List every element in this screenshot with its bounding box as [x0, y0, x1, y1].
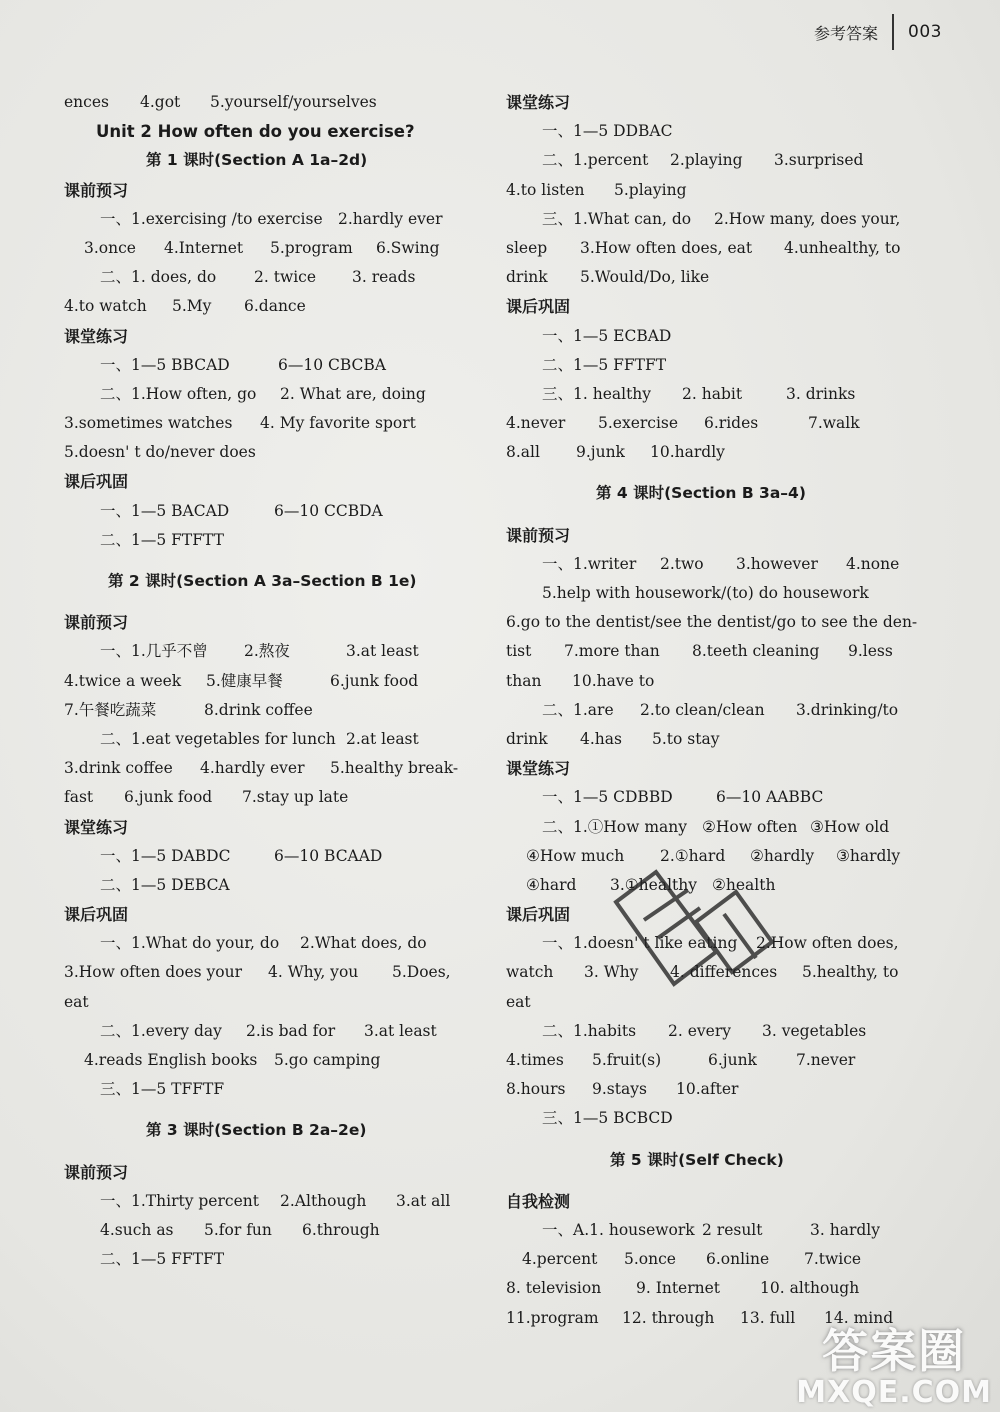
answer-line — [506, 871, 936, 900]
answer-item: 一、1—5 BACAD — [100, 501, 230, 520]
answer-item: 2.playing — [670, 151, 743, 170]
answer-item: watch — [506, 963, 554, 982]
answer-item: 7.stay up late — [242, 788, 349, 807]
answer-line — [506, 146, 936, 175]
answer-line — [64, 754, 494, 783]
answer-item: 2. every — [668, 1021, 731, 1040]
answer-item: 5.to stay — [652, 729, 720, 748]
answer-item: 4. differences — [670, 963, 778, 982]
answer-item: 自我检测 — [506, 1191, 571, 1211]
answer-item: 5.go camping — [274, 1051, 381, 1069]
answer-item: ④How much — [526, 846, 625, 865]
section-heading — [506, 900, 936, 929]
answer-item: ②health — [712, 875, 776, 894]
answer-item: 8. television — [506, 1279, 602, 1298]
answer-item: 二、1.①How many — [542, 817, 688, 836]
answer-line — [64, 667, 494, 696]
answer-line — [64, 871, 494, 900]
answer-item: 二、1.How often, go — [100, 384, 257, 403]
answer-item: 课前预习 — [64, 1162, 129, 1182]
section-heading — [64, 608, 494, 637]
answer-item: 4.never — [506, 414, 566, 433]
answer-item: 三、1—5 TFFTF — [100, 1080, 225, 1099]
answer-item: 一、1.几乎不曾 — [100, 642, 208, 661]
answer-item: ②hardly — [750, 846, 815, 865]
answer-item: 10.after — [676, 1080, 739, 1099]
section-heading — [64, 176, 494, 205]
answer-item: 2.How often does, — [756, 934, 899, 953]
answer-item: 5.doesn' t do/never does — [64, 443, 256, 462]
answer-item: 5.once — [624, 1250, 676, 1269]
answer-item: 8.drink coffee — [204, 700, 313, 719]
answer-line — [506, 380, 936, 409]
answer-item: ences — [64, 93, 109, 111]
answer-item: 二、1—5 DEBCA — [100, 875, 230, 894]
answer-item: 4.such as — [100, 1220, 174, 1239]
spacer — [506, 467, 936, 479]
header-title: 参考答案 — [814, 23, 879, 43]
answer-line — [506, 842, 936, 871]
answer-item: 2.What does, do — [300, 934, 427, 953]
answer-item: 3.①healthy — [610, 875, 698, 894]
answer-line — [506, 117, 936, 146]
answer-item: 2.at least — [346, 729, 419, 748]
answer-item: 2. habit — [682, 384, 743, 403]
section-heading — [506, 754, 936, 783]
answer-item: 6.junk food — [330, 671, 419, 690]
answer-item: 课前预习 — [64, 613, 129, 633]
section-heading — [64, 1158, 494, 1187]
answer-line — [506, 813, 936, 842]
answer-item: ③How old — [810, 817, 890, 836]
answer-item: 7.walk — [808, 414, 860, 433]
answer-item: 第 5 课时(Self Check) — [610, 1150, 784, 1169]
answer-item: 一、1—5 ECBAD — [542, 326, 672, 345]
answer-item: 4.percent — [522, 1250, 598, 1269]
answer-item: 8.hours — [506, 1080, 566, 1099]
answer-item: 3.surprised — [774, 151, 864, 170]
answer-item: eat — [506, 992, 531, 1011]
answer-item: 一、1—5 BBCAD — [100, 355, 230, 374]
answer-item: 二、1.habits — [542, 1021, 637, 1040]
answer-line — [64, 696, 494, 725]
answer-item: 4.to watch — [64, 297, 147, 316]
answer-line — [506, 1216, 936, 1245]
answer-line — [506, 176, 936, 205]
answer-item: 6.Swing — [376, 238, 440, 257]
answer-item: 5.playing — [614, 180, 687, 199]
answer-line — [506, 351, 936, 380]
answer-item: 5.Does, — [392, 963, 451, 982]
watermark-logo-text: 答案圈 — [822, 1324, 967, 1378]
answer-line — [64, 637, 494, 666]
answer-item: 6—10 BCAAD — [274, 846, 383, 865]
answer-item: ②How often — [702, 817, 798, 836]
answer-line — [506, 263, 936, 292]
answer-item: 4. Why, you — [268, 963, 359, 982]
answer-item: 三、1—5 BCBCD — [542, 1109, 673, 1128]
answer-item: 12. through — [622, 1308, 715, 1327]
answer-line — [64, 438, 494, 467]
answer-line — [506, 550, 936, 579]
answer-item: 6.go to the dentist/see the dentist/go to see the den- — [506, 613, 918, 632]
answer-line — [64, 1046, 494, 1075]
answer-line — [64, 842, 494, 871]
answer-item: drink — [506, 729, 548, 748]
answer-item: 4.reads English books — [84, 1051, 258, 1069]
answer-item: 3. reads — [352, 268, 416, 287]
answer-item: 一、1.Thirty percent — [100, 1191, 259, 1210]
right-column — [506, 88, 936, 1333]
answer-item: eat — [64, 992, 89, 1011]
answer-item: 3.at least — [364, 1021, 437, 1040]
answer-item: 5.healthy, to — [802, 963, 899, 982]
answer-item: tist — [506, 642, 532, 661]
answer-item: 课后巩固 — [64, 905, 129, 925]
answer-line — [64, 1216, 494, 1245]
answer-line — [64, 929, 494, 958]
answer-item: 7.twice — [804, 1250, 862, 1269]
answer-item: 4.Internet — [164, 238, 244, 257]
watermark-site-text: MXQE.COM — [796, 1375, 992, 1410]
answer-item: 10.have to — [572, 671, 655, 690]
answer-item: 9. Internet — [636, 1279, 721, 1298]
answer-item: 3.once — [84, 238, 136, 257]
answer-item: 5.for fun — [204, 1220, 272, 1239]
answer-item: 一、1—5 DABDC — [100, 846, 231, 865]
answer-item: 6—10 CCBDA — [274, 501, 383, 520]
answer-item: 10.hardly — [650, 443, 725, 462]
answer-item: 10. although — [760, 1279, 860, 1298]
answer-item: 2.is bad for — [246, 1021, 336, 1040]
answer-item: 二、1.are — [542, 700, 614, 719]
answer-item: 4.none — [846, 554, 900, 573]
answer-line — [64, 409, 494, 438]
answer-item: 5.yourself/yourselves — [210, 93, 377, 111]
section-heading — [506, 88, 936, 117]
lesson-heading — [64, 1116, 494, 1145]
answer-item: 二、1.every day — [100, 1021, 222, 1040]
answer-item: 一、A.1. housework — [542, 1220, 695, 1239]
answer-item: 二、1—5 FFTFT — [100, 1250, 225, 1269]
answer-line — [506, 322, 936, 351]
answer-item: 9.junk — [576, 443, 625, 462]
answer-item: 9.less — [848, 642, 893, 661]
answer-item: 3.at least — [346, 642, 419, 661]
answer-item: ③hardly — [836, 846, 901, 865]
page-header — [814, 14, 942, 50]
answer-line — [506, 1274, 936, 1303]
answer-line — [64, 958, 494, 987]
answer-item: 第 4 课时(Section B 3a–4) — [596, 484, 806, 503]
answer-item: 2.hardly ever — [338, 209, 443, 228]
lesson-heading — [64, 146, 494, 175]
answer-item: sleep — [506, 238, 548, 257]
answer-item: 2.①hard — [660, 846, 726, 865]
answer-line — [64, 1187, 494, 1216]
answer-item: 课后巩固 — [64, 472, 129, 492]
answer-item: 2.How many, does your, — [714, 209, 901, 228]
answer-item: 5.help with housework/(to) do housework — [542, 584, 869, 602]
spacer — [506, 509, 936, 521]
answer-item: 3. vegetables — [762, 1021, 867, 1040]
answer-line — [506, 1075, 936, 1104]
answer-item: 2. twice — [254, 268, 317, 287]
answer-line — [64, 1245, 494, 1274]
answer-item: 3.drinking/to — [796, 700, 899, 719]
answer-item: 一、1—5 DDBAC — [542, 122, 673, 141]
answer-item: 5.exercise — [598, 414, 679, 433]
answer-item: 14. mind — [824, 1308, 894, 1327]
section-heading — [506, 1187, 936, 1216]
answer-item: 一、1.exercising /to exercise — [100, 209, 323, 228]
answer-item: 第 3 课时(Section B 2a–2e) — [146, 1121, 367, 1140]
answer-item: 一、1.writer — [542, 554, 637, 573]
section-heading — [506, 521, 936, 550]
spacer — [506, 1134, 936, 1146]
answer-line — [64, 497, 494, 526]
answer-item: 4.got — [140, 93, 181, 111]
answer-line — [506, 667, 936, 696]
answer-item: 5.Would/Do, like — [580, 268, 710, 287]
answer-line — [506, 579, 936, 608]
answer-item: 2.to clean/clean — [640, 700, 765, 719]
answer-item: 4. My favorite sport — [260, 414, 416, 433]
answer-item: 第 1 课时(Section A 1a–2d) — [146, 151, 368, 170]
answer-item: 8.all — [506, 443, 540, 462]
answer-item: 13. full — [740, 1308, 796, 1327]
answer-item: 课前预习 — [64, 180, 129, 200]
answer-line — [64, 725, 494, 754]
answer-line — [506, 988, 936, 1017]
answer-line — [64, 234, 494, 263]
answer-line — [506, 1017, 936, 1046]
answer-item: 5.program — [270, 238, 353, 257]
answer-item: 3. hardly — [810, 1220, 880, 1239]
answer-item: ④hard — [526, 875, 577, 894]
answer-line — [506, 608, 936, 637]
answer-item: Unit 2 How often do you exercise? — [96, 122, 415, 142]
answer-item: 4.hardly ever — [200, 759, 305, 778]
answer-item: 一、1.doesn' t like eating — [542, 934, 738, 953]
answer-item: 4.twice a week — [64, 671, 182, 690]
answer-line — [506, 958, 936, 987]
answer-line — [64, 526, 494, 555]
answer-line — [64, 783, 494, 812]
answer-line — [506, 783, 936, 812]
answer-item: 二、1—5 FFTFT — [542, 355, 667, 374]
answer-item: 5.healthy break- — [330, 759, 459, 778]
answer-item: 二、1. does, do — [100, 268, 217, 287]
answer-item: 3.sometimes watches — [64, 414, 233, 433]
answer-line — [506, 438, 936, 467]
answer-item: 6.junk food — [124, 788, 213, 807]
answer-item: 一、1.What do your, do — [100, 934, 280, 953]
answer-line — [506, 1104, 936, 1133]
answer-item: 5.My — [172, 297, 212, 316]
answer-item: fast — [64, 788, 94, 807]
spacer — [64, 1146, 494, 1158]
section-heading — [64, 813, 494, 842]
answer-item: 二、1—5 FTFTT — [100, 530, 224, 549]
answer-item: 5.fruit(s) — [592, 1051, 662, 1069]
answer-item: 二、1.eat vegetables for lunch — [100, 729, 336, 748]
answer-item: 6.rides — [704, 414, 759, 433]
answer-line — [506, 725, 936, 754]
answer-item: 3.How often does your — [64, 963, 243, 982]
section-heading — [506, 292, 936, 321]
unit-title — [64, 117, 494, 146]
answer-item: 2.Although — [280, 1191, 367, 1210]
section-heading — [64, 467, 494, 496]
answer-item: 6.online — [706, 1250, 770, 1269]
answer-item: than — [506, 671, 542, 690]
answer-line — [506, 1245, 936, 1274]
answer-item: 7.more than — [564, 642, 660, 661]
answer-item: 课堂练习 — [506, 93, 571, 112]
answer-line — [506, 929, 936, 958]
answer-item: 6—10 AABBC — [716, 788, 824, 807]
section-heading — [64, 322, 494, 351]
spacer — [506, 1175, 936, 1187]
answer-item: 3.How often does, eat — [580, 238, 753, 257]
lesson-heading — [506, 1146, 936, 1175]
answer-item: 3. Why — [584, 963, 639, 982]
answer-item: 2 result — [702, 1220, 763, 1239]
answer-line — [64, 988, 494, 1017]
answer-line — [64, 1075, 494, 1104]
page-number: 003 — [908, 22, 942, 42]
answer-item: 3.at all — [396, 1191, 451, 1210]
answer-line — [506, 205, 936, 234]
answer-item: 一、1—5 CDBBD — [542, 788, 673, 807]
answer-item: 三、1. healthy — [542, 384, 652, 403]
answer-item: 11.program — [506, 1308, 599, 1327]
answer-line — [64, 351, 494, 380]
answer-item: drink — [506, 268, 548, 287]
answer-item: 3.however — [736, 554, 818, 573]
answer-item: 第 2 课时(Section A 3a–Section B 1e) — [108, 572, 417, 590]
spacer — [64, 1104, 494, 1116]
answer-item: 三、1.What can, do — [542, 209, 692, 228]
answer-item: 9.stays — [592, 1080, 647, 1099]
answer-item: 8.teeth cleaning — [692, 642, 820, 661]
answer-item: 课堂练习 — [506, 759, 571, 779]
answer-item: 4.to listen — [506, 180, 585, 199]
answer-line — [64, 380, 494, 409]
answer-item: 课堂练习 — [64, 326, 129, 346]
answer-line — [506, 637, 936, 666]
spacer — [64, 596, 494, 608]
answer-item: 6.dance — [244, 297, 306, 316]
section-heading — [64, 900, 494, 929]
answer-item: 二、1.percent — [542, 151, 649, 170]
answer-item: 4.has — [580, 729, 622, 748]
answer-line — [506, 409, 936, 438]
answer-item: 7.午餐吃蔬菜 — [64, 700, 157, 719]
answer-item: 2. What are, doing — [280, 384, 426, 403]
answer-item: 2.two — [660, 554, 704, 573]
answer-line — [64, 263, 494, 292]
answer-item: 6.junk — [708, 1051, 757, 1069]
answer-line — [64, 292, 494, 321]
lesson-heading — [506, 479, 936, 508]
answer-item: 2.熬夜 — [244, 642, 290, 661]
answer-item: 6—10 CBCBA — [278, 355, 386, 374]
answer-item: 课堂练习 — [64, 817, 129, 837]
answer-item: 7.never — [796, 1051, 856, 1069]
answer-item: 4.times — [506, 1051, 564, 1069]
answer-item: 4.unhealthy, to — [784, 238, 901, 257]
answer-line — [64, 1017, 494, 1046]
spacer — [64, 555, 494, 567]
left-column — [64, 88, 494, 1274]
answer-item: 课前预习 — [506, 525, 571, 545]
answer-item: 课后巩固 — [506, 297, 571, 317]
answer-item: 6.through — [302, 1220, 380, 1239]
answer-line — [506, 1046, 936, 1075]
lesson-heading — [64, 567, 494, 596]
header-divider — [892, 14, 894, 50]
watermark — [796, 1315, 992, 1410]
answer-item: 3. drinks — [786, 384, 856, 403]
answer-line — [64, 88, 494, 117]
answer-item: 课后巩固 — [506, 905, 571, 925]
answer-line — [506, 696, 936, 725]
answer-item: 5.健康早餐 — [206, 671, 283, 690]
answer-line — [506, 234, 936, 263]
answer-line — [64, 205, 494, 234]
answer-item: 3.drink coffee — [64, 759, 173, 778]
